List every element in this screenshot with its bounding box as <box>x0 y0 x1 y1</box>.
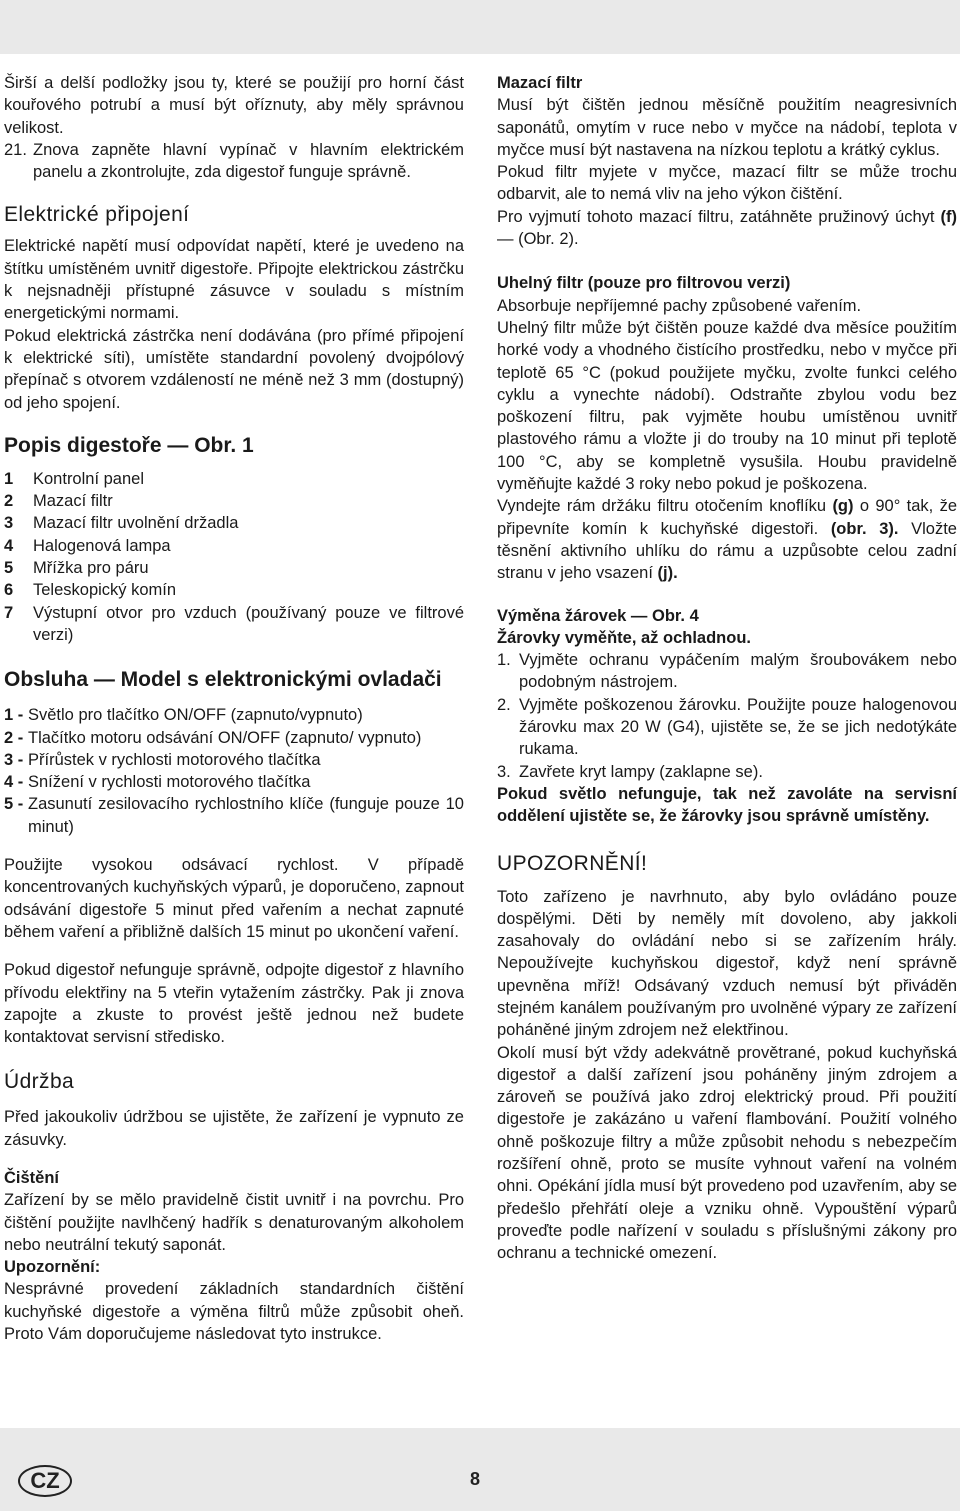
list-item <box>4 557 464 579</box>
operation-paragraph-2: Pokud digestoř nefunguje správně, odpojte digestoř z hlavního přívodu elektřiny na 5 vteřin vytažením zástrčky. Pak ji znova zapojte a zkuste to provést ještě jednou než budete kontaktovat servisní středisko. <box>4 961 464 1047</box>
item-text: Zasunutí zesilovacího rychlostního klíče (funguje pouze 10 minut) <box>28 795 464 836</box>
list-item <box>497 694 957 761</box>
right-column <box>497 72 957 1265</box>
intro-paragraph: Širší a delší podložky jsou ty, které se použijí pro horní část kouřového potrubí a musí být oříznuty, aby měly správnou velikost. <box>4 74 464 137</box>
cleaning-text: Zařízení by se mělo pravidelně čistit uvnitř i na povrchu. Pro čištění použijte navlhčený hadřík s denaturovaným alkoholem nebo neutrální tekutý saponát. <box>4 1191 464 1254</box>
warning-paragraph-1: Toto zařízeno je navrhnuto, aby bylo ovládáno pouze dospělými. Děti by neměly mít dovoleno, aby jakkoli zasahovaly do ovládání nebo si se zařízením hrály. Nepoužívejte kuchyňskou digestoř, když není správně upevněna mříž! Odsávaný vzduch nemusí být přiváděn stejném kanálem používaným pro uvolněné výpary ze zařízení poháněné jiným zdrojem než elektřinou. <box>497 887 957 1040</box>
item-number: 3 - <box>4 750 24 769</box>
maintenance-heading: Údržba <box>4 1070 75 1094</box>
step-number: 21. <box>4 140 27 159</box>
carbon-p3-ref-g: (g) <box>832 497 854 516</box>
step-number: 1. <box>497 651 511 670</box>
carbon-paragraph-2: Uhelný filtr může být čištěn pouze každé dva měsíce použitím horké vody a vhodného čistícího prostředku, nebo v myčce při teplotě 65 °C (pokud použijete myčku, zvolte funkci celého cyklu a vynechte nádobí). Odstraňte zbylou vodu bez poškození filtru, pak vyjměte houbu umístěnou uvnitř plastového rámu a vložte ji do trouby na 10 minut při teplotě 100 °C, aby se kompletně vysušila. Houbu pravidelně vyměňujte každé 3 roky nebo pokud je poškozena. <box>497 318 957 494</box>
item-text: Mazací filtr uvolnění držadla <box>33 514 239 533</box>
step-number: 3. <box>497 762 511 781</box>
step-text: Vyjměte poškozenou žárovku. Použijte pouze halogenovou žárovku max 20 W (G4), ujistěte se, že se jich nedotýkáte rukama. <box>519 695 957 759</box>
left-column <box>4 72 464 1345</box>
item-number: 3 <box>4 514 14 533</box>
item-number: 4 <box>4 536 14 555</box>
item-text: Tlačítko motoru odsávání ON/OFF (zapnuto/ vypnuto) <box>28 728 422 747</box>
item-number: 6 <box>4 581 14 600</box>
warning-text: Nesprávné provedení základních standardních čištění kuchyňské digestoře a výměna filtrů může způsobit oheň. Proto Vám doporučujeme následovat tyto instrukce. <box>4 1280 464 1344</box>
item-number: 7 <box>4 603 14 622</box>
item-number: 5 <box>4 559 14 578</box>
list-item <box>4 727 464 749</box>
electrical-paragraph-2: Pokud elektrická zástrčka není dodávána (pro přímé připojení k elektrické síti), umístěte standardní povolený dvojpólový přepínač s otvorem vzdáleností ne méně než 3 mm (dostupný) od jeho spojení. <box>4 326 464 412</box>
item-number: 2 <box>4 492 14 511</box>
carbon-p3-figure: (obr. 3). <box>830 519 899 538</box>
operation-heading: Obsluha — Model s elektronickými ovladači <box>4 668 442 692</box>
warning-subheading: Upozornění: <box>4 1258 101 1277</box>
list-item <box>4 512 464 534</box>
warning-heading: UPOZORNĚNÍ! <box>497 851 648 875</box>
carbon-paragraph-1: Absorbuje nepříjemné pachy způsobené vařením. <box>497 296 862 315</box>
page-number: 8 <box>470 1469 481 1489</box>
step-text: Znova zapněte hlavní vypínač v hlavním elektrickém panelu a zkontrolujte, zda digestoř funguje správně. <box>33 140 464 182</box>
grease-p3-ref: (f) <box>940 207 957 226</box>
item-number: 2 - <box>4 728 24 747</box>
operation-list <box>4 704 464 838</box>
item-number: 5 - <box>4 795 24 814</box>
grease-filter-heading: Mazací filtr <box>497 74 583 92</box>
list-item <box>4 793 464 838</box>
item-text: Kontrolní panel <box>33 469 144 488</box>
carbon-paragraph-3 <box>497 495 957 584</box>
item-text: Teleskopický komín <box>33 581 177 600</box>
grease-paragraph-2: Pokud filtr myjete v myčce, mazací filtr se může trochu odbarvit, ale to nemá vliv na jeho výkon čištění. <box>497 163 957 204</box>
carbon-p3-text: Vyndejte rám držáku filtru otočením knoflíku <box>497 497 833 516</box>
item-text: Světlo pro tlačítko ON/OFF (zapnuto/vypnuto) <box>28 706 363 725</box>
item-number: 4 - <box>4 773 24 792</box>
bulb-note: Pokud světlo nefunguje, tak než zavoláte na servisní oddělení ujistěte se, že žárovky jsou správně umístěny. <box>497 784 957 826</box>
bulb-steps <box>497 649 957 783</box>
top-band <box>0 0 960 54</box>
list-item <box>4 579 464 601</box>
carbon-p3-text-2: o 90° tak, že připevníte komín k kuchyňské digestoři. <box>497 497 957 538</box>
list-item <box>4 535 464 557</box>
list-item <box>4 602 464 647</box>
item-number: 1 - <box>4 706 24 725</box>
item-text: Mřížka pro páru <box>33 559 149 578</box>
description-heading: Popis digestoře — Obr. 1 <box>4 433 254 457</box>
country-badge: CZ <box>18 1465 72 1497</box>
item-text: Přírůstek v rychlosti motorového tlačítka <box>28 750 321 769</box>
carbon-p3-text-3: Vložte těsnění aktivního uhlíku do rámu a uzpůsobte celou zadní stranu v jeho vsazení <box>497 519 957 583</box>
list-item <box>4 749 464 771</box>
list-item <box>4 771 464 793</box>
item-text: Snížení v rychlosti motorového tlačítka <box>28 773 311 792</box>
warning-paragraph-2: Okolí musí být vždy adekvátně provětrané, pokud kuchyňská digestoř a další zařízení jsou poháněny jiným zdrojem a zároveň se používá jako zdroj elektrický proud. Při použití digestoře je zakázáno u vaření flambování. Použití volného ohně poškozuje filtry a může způsobit nehodu s nebezpečím rozšíření ohně, proto se musíte vyhnout vaření na volném ohni. Opékání jídla musí být provedeno pod uzavřením, aby se předešlo přehřátí oleje a vzniku ohně. Vypouštění výparů proveďte podle nařízení v souladu s příslušnými zákony pro ochranu a technické omezení. <box>497 1043 957 1263</box>
electrical-heading: Elektrické připojení <box>4 203 190 227</box>
bulb-subheading: Žárovky vyměňte, až ochladnou. <box>497 628 751 647</box>
electrical-paragraph-1: Elektrické napětí musí odpovídat napětí, které je uvedeno na štítku umístěném uvnitř digestoře. Připojte elektrickou zástrčku k nejsnadněji přístupné zásuvce v souladu s místním energetickými normami. <box>4 237 464 323</box>
list-item <box>4 490 464 512</box>
item-number: 1 <box>4 469 14 488</box>
cleaning-heading: Čištění <box>4 1168 60 1187</box>
carbon-p3-ref-j: (j). <box>657 564 678 583</box>
step-number: 2. <box>497 695 511 714</box>
grease-paragraph-3 <box>497 206 957 251</box>
step-text: Zavřete kryt lampy (zaklapne se). <box>519 762 763 781</box>
grease-p3-text: Pro vyjmutí tohoto mazací filtru, zatáhněte pružinový úchyt <box>497 207 941 226</box>
carbon-filter-heading: Uhelný filtr (pouze pro filtrovou verzi) <box>497 274 791 293</box>
step-21 <box>4 139 464 184</box>
operation-paragraph-1: Použijte vysokou odsávací rychlost. V případě koncentrovaných kuchyňských výparů, je doporučeno, zapnout odsávání digestoře 5 minut před vařením a nechat zapnuté během vaření a přibližně dalších 15 minut po ukončení vaření. <box>4 856 464 941</box>
list-item <box>497 649 957 694</box>
list-item <box>4 704 464 726</box>
step-text: Vyjměte ochranu vypáčením malým šroubovákem nebo podobným nástrojem. <box>519 651 957 692</box>
list-item <box>497 761 957 783</box>
bulb-heading: Výměna žárovek — Obr. 4 <box>497 606 699 625</box>
list-item <box>4 468 464 490</box>
item-text: Halogenová lampa <box>33 536 171 555</box>
item-text: Mazací filtr <box>33 492 113 511</box>
item-text: Výstupní otvor pro vzduch (používaný pouze ve filtrové verzi) <box>33 603 464 644</box>
grease-p3-figure: — (Obr. 2). <box>497 230 579 249</box>
grease-paragraph-1: Musí být čištěn jednou měsíčně použitím neagresivních saponátů, omytím v ruce nebo v myčce na nádobí, teplota v myčce musí být nastavena na nízkou teplotu a krátký cyklus. <box>497 96 957 159</box>
description-list <box>4 468 464 646</box>
maintenance-paragraph: Před jakoukoliv údržbou se ujistěte, že zařízení je vypnuto ze zásuvky. <box>4 1108 464 1149</box>
